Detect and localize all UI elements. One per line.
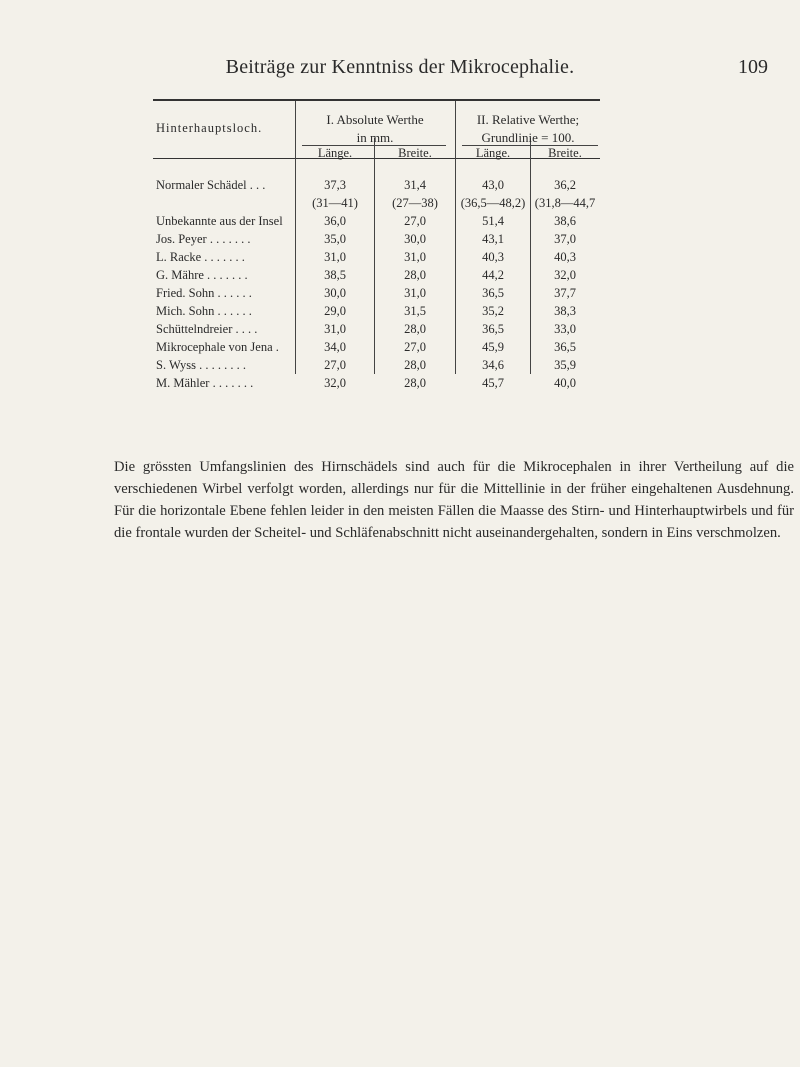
body-paragraph: [114, 456, 794, 544]
table-row-label: G. Mähre . . . . . . .: [156, 268, 248, 282]
table-cell: 37,0: [554, 232, 576, 246]
table-cell: 31,5: [404, 304, 426, 318]
paragraph-text: Die grössten Umfangslinien des Hirnschädels sind auch für die Mikrocephalen in ihrer Vertheilung auf die verschiedenen Wirbel verfolgt worden, allerdings nur für die Mittellinie in der früher eingehaltenen Ausdehnung. Für die horizontale Ebene fehlen leider in den meisten Fällen die Maasse des Stirn- und Hinterhauptwirbels und für die frontale wurden der Scheitel- und Schläfenabschnitt nicht auseinandergehalten, sondern in Eins verschmolzen.: [114, 459, 794, 541]
table-cell: 38,3: [554, 304, 576, 318]
group-absolute-line2: in mm.: [356, 130, 394, 145]
group-relative-line2: Grundlinie = 100.: [481, 130, 575, 145]
table-cell: 35,2: [482, 304, 504, 318]
table-cell: 28,0: [404, 268, 426, 282]
table-cell: 38,6: [554, 214, 576, 228]
table-cell: 28,0: [404, 358, 426, 372]
running-title: Beiträge zur Kenntniss der Mikrocephalie.: [225, 56, 575, 78]
col-header-abs-width: Breite.: [398, 146, 432, 160]
table-cell: 35,9: [554, 358, 576, 372]
table-row-label: Schüttelndreier . . . .: [156, 322, 258, 336]
table-cell: 28,0: [404, 376, 426, 390]
table-cell: 44,2: [482, 268, 504, 282]
table-row-label: Fried. Sohn . . . . . .: [156, 286, 252, 300]
table-cell: 51,4: [482, 214, 504, 228]
table-row-label: Normaler Schädel . . .: [156, 178, 266, 192]
table-cell: 29,0: [324, 304, 346, 318]
table-cell: 36,5: [482, 322, 504, 336]
table-cell: 27,0: [324, 358, 346, 372]
table-cell: 27,0: [404, 214, 426, 228]
table-cell: 43,0: [482, 178, 504, 192]
table-cell: 27,0: [404, 340, 426, 354]
table-cell: (36,5—48,2): [460, 196, 526, 210]
group-absolute-heading: [296, 111, 454, 147]
table-cell: 40,3: [482, 250, 504, 264]
table-cell: 32,0: [324, 376, 346, 390]
page-number: 109: [738, 56, 768, 78]
col-header-rel-width: Breite.: [548, 146, 582, 160]
table-cell: 30,0: [324, 286, 346, 300]
table-cell: (31,8—44,7: [534, 196, 596, 210]
table-cell: 36,0: [324, 214, 346, 228]
table-cell: 31,0: [324, 250, 346, 264]
table-cell: 35,0: [324, 232, 346, 246]
row-header-label: Hinterhauptsloch.: [156, 121, 263, 135]
table-cell: 36,5: [482, 286, 504, 300]
table-cell: 33,0: [554, 322, 576, 336]
table-cell: (27—38): [392, 196, 438, 210]
table-row-label: Mikrocephale von Jena .: [156, 340, 279, 354]
table-cell: 34,0: [324, 340, 346, 354]
table-cell: 30,0: [404, 232, 426, 246]
table-cell: 43,1: [482, 232, 504, 246]
table-cell: 31,0: [404, 286, 426, 300]
table-cell: 36,2: [554, 178, 576, 192]
table-row-label: S. Wyss . . . . . . . .: [156, 358, 247, 372]
table-cell: 37,3: [324, 178, 346, 192]
table-cell: 31,0: [324, 322, 346, 336]
table-row-label: Jos. Peyer . . . . . . .: [156, 232, 251, 246]
table-cell: 36,5: [554, 340, 576, 354]
table-cell: 40,0: [554, 376, 576, 390]
table-row-label: M. Mähler . . . . . . .: [156, 376, 254, 390]
table-top-rule: [153, 99, 600, 101]
table-cell: 40,3: [554, 250, 576, 264]
table-cell: 34,6: [482, 358, 504, 372]
col-header-rel-length: Länge.: [475, 146, 511, 160]
table-row-label: Unbekannte aus der Insel: [156, 214, 283, 228]
table-cell: 45,9: [482, 340, 504, 354]
group-relative-line1: II. Relative Werthe;: [476, 112, 580, 127]
col-header-abs-length: Länge.: [317, 146, 353, 160]
table-row-label: L. Racke . . . . . . .: [156, 250, 245, 264]
group-absolute-line1: I. Absolute Werthe: [326, 112, 424, 127]
table-cell: (31—41): [312, 196, 358, 210]
table-cell: 32,0: [554, 268, 576, 282]
table-row-label: Mich. Sohn . . . . . .: [156, 304, 252, 318]
group-relative-heading: [456, 111, 600, 147]
table-cell: 31,0: [404, 250, 426, 264]
table-cell: 37,7: [554, 286, 576, 300]
table-cell: 38,5: [324, 268, 346, 282]
page-header: [0, 56, 800, 86]
table-cell: 45,7: [482, 376, 504, 390]
table-cell: 28,0: [404, 322, 426, 336]
table-cell: 31,4: [404, 178, 426, 192]
